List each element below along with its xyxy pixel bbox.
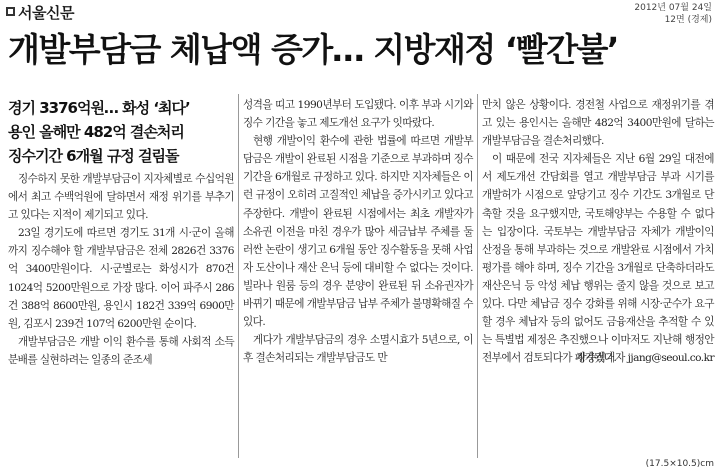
article-column-3 <box>482 96 714 368</box>
paragraph: 게다가 개발부담금의 경우 소멸시효가 5년으로, 이후 결손처리되는 개발부담금도 만 <box>243 334 473 365</box>
publication-date: 2012년 07월 24일 <box>634 3 712 13</box>
paragraph: 만치 않은 상황이다. 경전철 사업으로 재정위기를 겪고 있는 용인시는 올해만 482억 3400만원에 달하는 개발부담금을 결손처리했다. <box>482 99 714 148</box>
paragraph: 현행 개발이익 환수에 관한 법률에 따르면 개발부담금은 개발이 완료된 시점을 기준으로 부과하며 징수 기간을 6개월로 규정하고 있다. 하지만 지자체들은 이런 규정이 오히려 고질적인 체납을 증가시키고 있다고 주장한다. 개발이 완료된 시점에서는 최초 개발자가 소유권 이전을 마친 경우가 많아 세금납부 주체를 둘러싼 논란이 생기고 6개월 동안 징수활동을 못해 사업자 도산이나 재산 은닉 등에 대비할 수 없다는 것이다. 빌라나 원룸 등의 경우 분양이 완료된 뒤 소유권자가 바뀌기 때문에 개발부담금 납부 주체가 불명확해질 수 있다. <box>243 135 473 329</box>
newspaper-logo-icon <box>6 7 15 16</box>
paragraph: 징수하지 못한 개발부담금이 지자체별로 수십억원에서 최고 수백억원에 달하면서 재정 위기를 부추기고 있다는 지적이 제기되고 있다. <box>8 173 234 222</box>
paragraph: 성격을 띠고 1990년부터 도입됐다. 이후 부과 시기와 징수 기간을 놓고 제도개선 요구가 잇따랐다. <box>243 99 473 130</box>
subheadlines <box>8 96 233 168</box>
dateline <box>634 2 712 26</box>
subheadline: 용인 올해만 482억 결손처리 <box>8 123 184 141</box>
newspaper-name: 서울신문 <box>18 4 74 22</box>
paragraph: 개발부담금은 개발 이익 환수를 통해 사회적 소득분배를 실현하려는 일종의 준조세 <box>8 335 234 366</box>
page-section: 12면 (경제) <box>664 15 712 25</box>
masthead <box>6 2 74 24</box>
column-divider <box>238 94 239 458</box>
article-size-note: (17.5×10.5)cm <box>645 459 714 469</box>
column-divider <box>477 94 478 458</box>
subheadline: 경기 3376억원… 화성 ‘최다’ <box>8 99 190 117</box>
byline: 장충식기자 jjang@seoul.co.kr <box>576 352 714 365</box>
subheadline: 징수기간 6개월 규정 걸림돌 <box>8 147 179 165</box>
paragraph: 이 때문에 전국 지자체들은 지난 6월 29일 대전에서 제도개선 간담회를 열고 개발부담금 부과 시기를 개발허가 시점으로 앞당기고 징수 기간도 3개월로 단축할 것을 요구했지만, 국토해양부는 수용할 수 없다는 입장이다. 국토부는 개발부담금 자체가 개발이익 산정을 통해 부과하는 것으로 개발완료 시점에서 가치 평가를 해야 하며, 징수 기간을 3개월로 단축하더라도 재산은닉 등 악성 체납 행위는 줄지 않을 것으로 보고 있다. 다만 체납금 징수 강화를 위해 시장·군수가 요구할 경우 체납자 등의 없어도 금융재산을 추적할 수 있는 특별법 제정은 추진했으나 이마저도 지난해 행정안전부에서 검토되다가 폐기됐다. <box>482 153 714 365</box>
headline: 개발부담금 체납액 증가… 지방재정 ‘빨간불’ <box>8 30 618 69</box>
article-column-2 <box>243 96 473 367</box>
article-column-1 <box>8 170 234 369</box>
paragraph: 23일 경기도에 따르면 경기도 31개 시·군이 올해까지 징수해야 할 개발부담금은 전체 2826건 3376억 3400만원이다. 시·군별로는 화성시가 870건 1024억 5200만원으로 가장 많다. 이어 파주시 286건 388억 8600만원, 용인시 182건 339억 6900만원, 김포시 239건 107억 6200만원 순이다. <box>8 227 234 330</box>
